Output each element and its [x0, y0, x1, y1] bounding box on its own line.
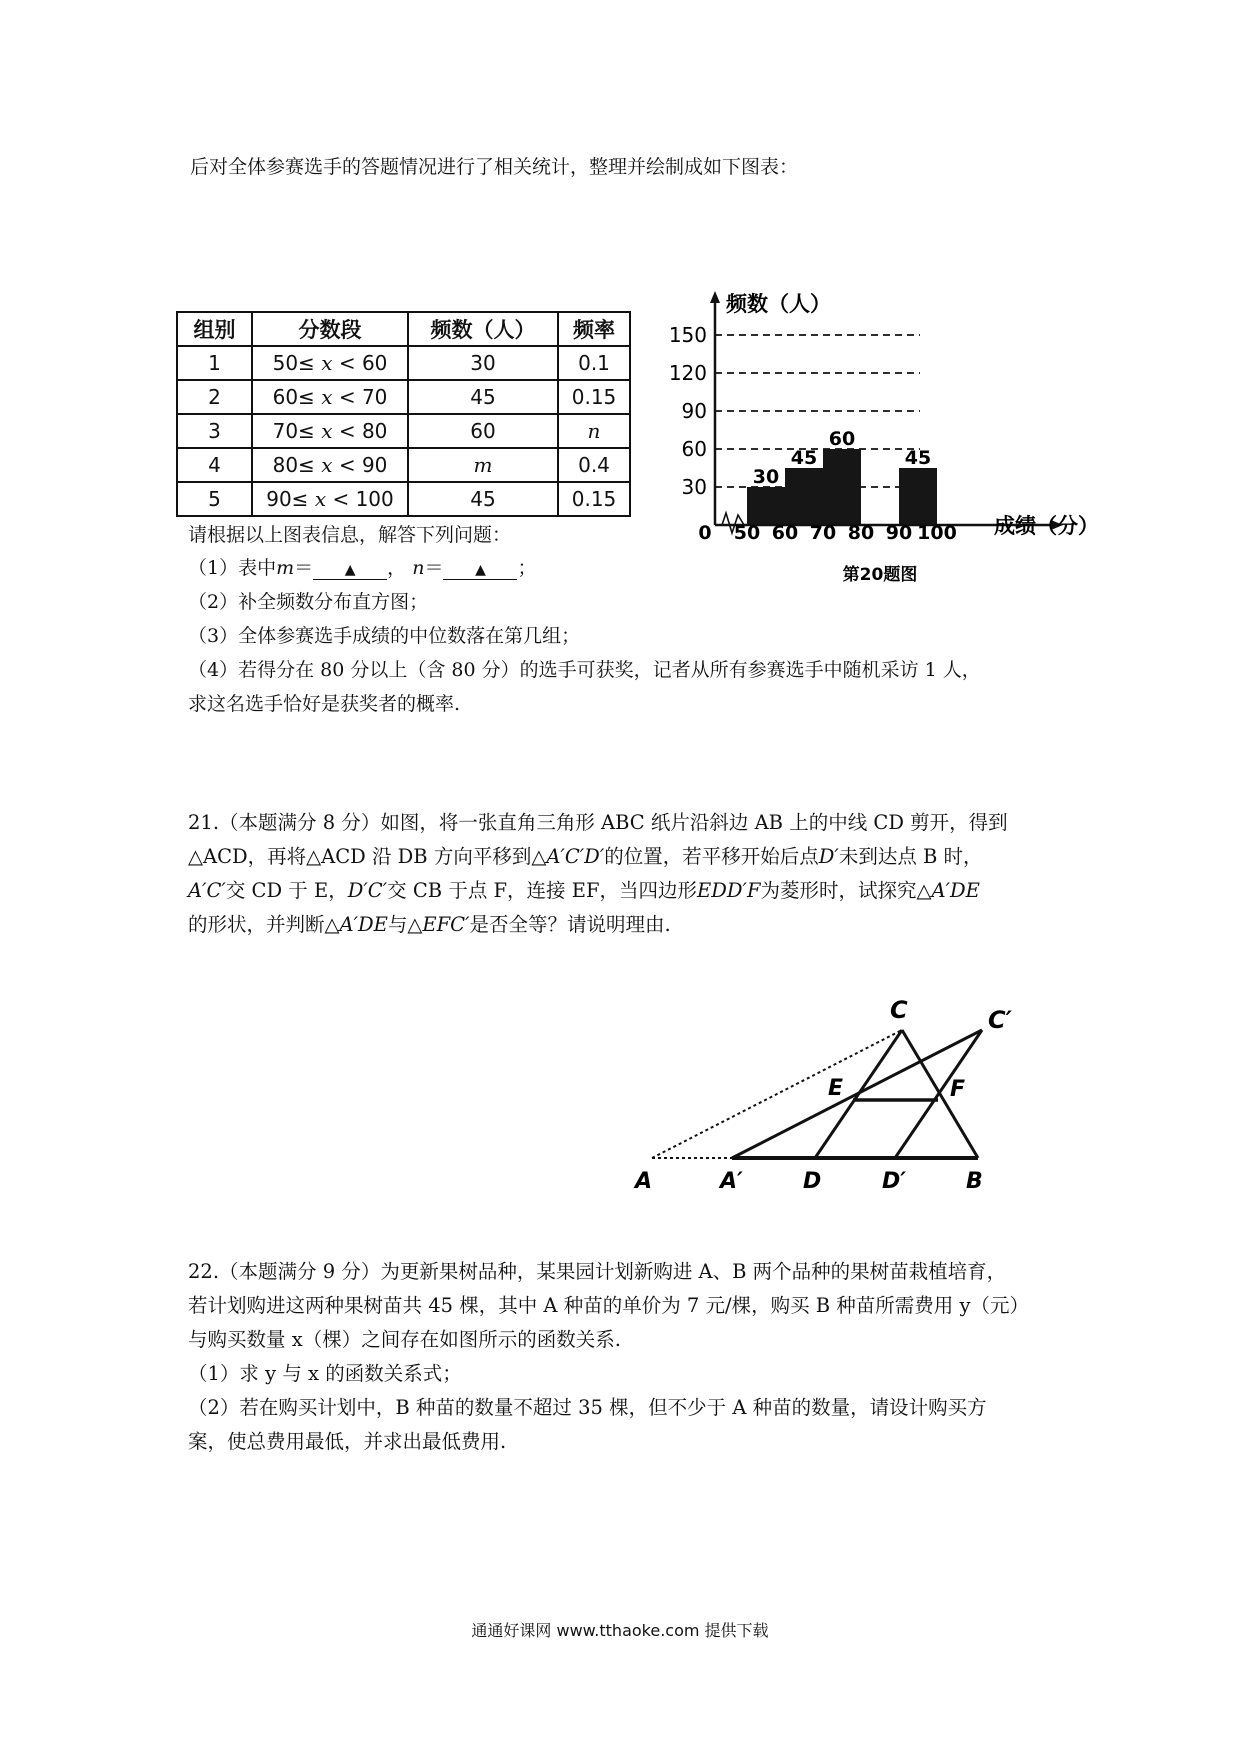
- answer-blank-n[interactable]: ▲: [443, 557, 517, 580]
- q22-line2: 若计划购进这两种果树苗共 45 棵，其中 A 种苗的单价为 7 元/棵，购买 B 种苗所需费用 y（元）: [188, 1294, 1030, 1317]
- cell-range: 80≤ x < 90: [252, 448, 408, 482]
- cell-range: 60≤ x < 70: [252, 380, 408, 414]
- cell-group: 4: [177, 448, 252, 482]
- table-row: [177, 414, 630, 448]
- y-tick-label: 60: [681, 437, 707, 461]
- intro-text: 后对全体参赛选手的答题情况进行了相关统计，整理并绘制成如下图表：: [190, 156, 799, 178]
- q22-line1: 22.（本题满分 9 分）为更新果树品种，某果园计划新购进 A、B 两个品种的果树苗栽植培育，: [188, 1260, 1007, 1283]
- table-row: [177, 482, 630, 516]
- answer-blank-m[interactable]: ▲: [313, 557, 387, 580]
- header-group: 组别: [177, 312, 252, 346]
- segment-D1C1: [895, 1030, 982, 1158]
- header-count: 频数（人）: [408, 312, 558, 346]
- y-tick-label: 150: [668, 323, 707, 347]
- q21-line2: △ACD，再将△ACD 沿 DB 方向平移到△A′C′D′的位置，若平移开始后点D′未到达点 B 时，: [188, 845, 983, 868]
- label-F: F: [950, 1077, 966, 1102]
- q21-line3: A′C′交 CD 于 E，D′C′交 CB 于点 F，连接 EF，当四边形EDD′F为菱形时，试探究△A′DE: [188, 879, 980, 902]
- q22-q2-line1: （2）若在购买计划中，B 种苗的数量不超过 35 棵，但不少于 A 种苗的数量，请设计购买方: [188, 1396, 987, 1419]
- bar-data-label: 45: [790, 447, 818, 469]
- label-A-prime: A′: [720, 1169, 743, 1194]
- label-A: A: [635, 1169, 653, 1194]
- cell-group: 5: [177, 482, 252, 516]
- x-tick-label: 0: [698, 522, 712, 544]
- cell-group: 1: [177, 346, 252, 380]
- x-tick-label: 60: [771, 522, 799, 544]
- label-C: C: [890, 996, 908, 1024]
- cell-count: 45: [408, 380, 558, 414]
- y-tick-label: 90: [681, 399, 707, 423]
- q20-prompt: 请根据以上图表信息，解答下列问题：: [188, 524, 512, 546]
- segment-AC: [652, 1030, 902, 1158]
- header-rate: 频率: [558, 312, 630, 346]
- table-header-row: [177, 312, 630, 346]
- y-tick-label: 120: [668, 361, 707, 385]
- x-tick-label: 90: [885, 522, 913, 544]
- q21-line4: 的形状，并判断△A′DE与△EFC′是否全等？请说明理由.: [188, 913, 671, 936]
- x-tick-label: 50: [733, 522, 761, 544]
- x-axis-label: 成绩（分）: [994, 514, 1099, 538]
- cell-count: 30: [408, 346, 558, 380]
- y-tick-labels: [669, 323, 707, 499]
- q22-line3: 与购买数量 x（棵）之间存在如图所示的函数关系.: [188, 1328, 621, 1351]
- q22-text: [188, 1255, 1068, 1459]
- y-axis-label: 频数（人）: [726, 292, 831, 316]
- histogram-bar: [785, 468, 823, 525]
- q22-q1: （1）求 y 与 x 的函数关系式；: [188, 1362, 462, 1385]
- q21-text: [188, 806, 1068, 942]
- table-row: [177, 380, 630, 414]
- histogram-bar: [823, 449, 861, 525]
- bar-data-label: 30: [752, 466, 780, 488]
- histogram-grid: [715, 335, 920, 487]
- triangle-figure: [620, 990, 1040, 1200]
- cell-count: 45: [408, 482, 558, 516]
- y-axis-arrow: [710, 291, 720, 303]
- x-tick-label: 70: [809, 522, 837, 544]
- x-tick-label: 100: [917, 522, 957, 544]
- q20-q2: （2）补全频数分布直方图；: [188, 591, 429, 613]
- chart-caption: 第20题图: [842, 565, 918, 585]
- label-D-prime: D′: [882, 1169, 907, 1194]
- cell-rate: 0.1: [558, 346, 630, 380]
- table-row: [177, 346, 630, 380]
- label-D: D: [803, 1169, 822, 1194]
- label-E: E: [828, 1076, 844, 1101]
- cell-rate: n: [558, 414, 630, 448]
- header-range: 分数段: [252, 312, 408, 346]
- cell-rate: 0.15: [558, 482, 630, 516]
- label-B: B: [966, 1169, 983, 1194]
- histogram-bar: [747, 487, 785, 525]
- q22-q2-line2: 案，使总费用最低，并求出最低费用.: [188, 1430, 507, 1453]
- cell-range: 70≤ x < 80: [252, 414, 408, 448]
- segment-A1C1: [732, 1030, 982, 1158]
- page-footer: 通通好课网 www.tthaoke.com 提供下载: [471, 1621, 769, 1640]
- frequency-histogram: [660, 285, 1140, 595]
- histogram-bar: [899, 468, 937, 525]
- cell-range: 50≤ x < 60: [252, 346, 408, 380]
- cell-group: 2: [177, 380, 252, 414]
- cell-count: 60: [408, 414, 558, 448]
- frequency-table: [176, 311, 631, 517]
- cell-rate: 0.15: [558, 380, 630, 414]
- x-tick-label: 80: [847, 522, 875, 544]
- q20-q4-line2: 求这名选手恰好是获奖者的概率.: [188, 693, 461, 715]
- table-row: [177, 448, 630, 482]
- q20-q1: （1）表中m＝ ▲ ， n＝ ▲ ；: [188, 557, 537, 579]
- cell-group: 3: [177, 414, 252, 448]
- bar-data-label: 60: [828, 428, 856, 450]
- q20-q4-line1: （4）若得分在 80 分以上（含 80 分）的选手可获奖，记者从所有参赛选手中随机采访 1 人，: [188, 659, 981, 681]
- bar-data-label: 45: [904, 447, 932, 469]
- x-tick-labels: [698, 522, 956, 544]
- cell-count: m: [408, 448, 558, 482]
- cell-rate: 0.4: [558, 448, 630, 482]
- q20-q3: （3）全体参赛选手成绩的中位数落在第几组；: [188, 625, 581, 647]
- q21-line1: 21.（本题满分 8 分）如图，将一张直角三角形 ABC 纸片沿斜边 AB 上的中线 CD 剪开，得到: [188, 811, 1008, 834]
- label-C-prime: C′: [988, 1006, 1012, 1034]
- cell-range: 90≤ x < 100: [252, 482, 408, 516]
- y-tick-label: 30: [681, 475, 707, 499]
